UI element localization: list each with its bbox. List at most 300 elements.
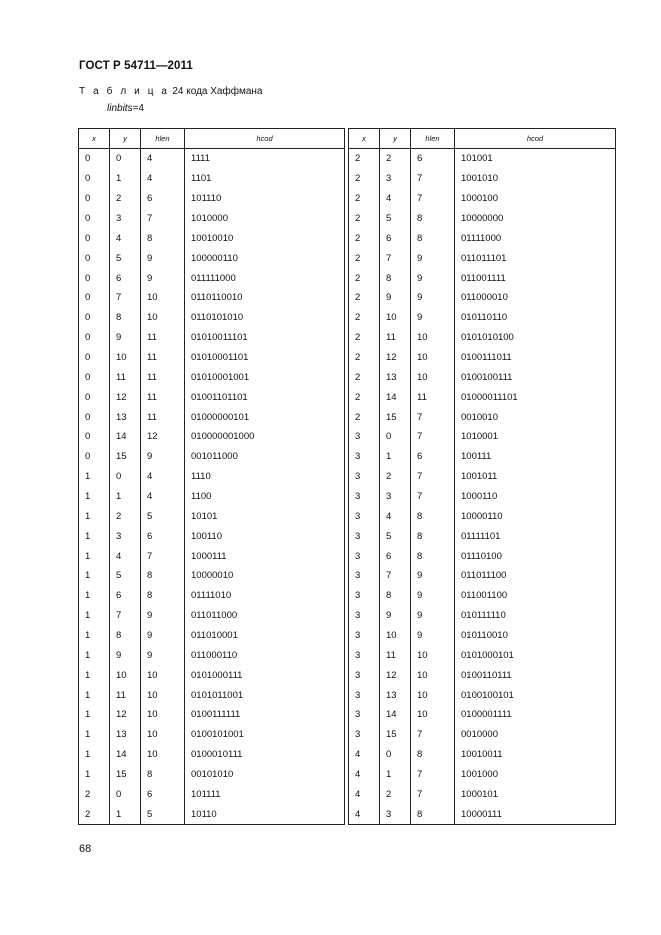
cell-y: 12 bbox=[110, 705, 141, 725]
cell-y: 14 bbox=[380, 705, 411, 725]
cell-hlen: 11 bbox=[411, 387, 455, 407]
column-header-y: y bbox=[380, 129, 411, 149]
cell-hlen: 10 bbox=[411, 705, 455, 725]
cell-hcod: 011111000 bbox=[185, 268, 345, 288]
cell-x: 0 bbox=[79, 169, 110, 189]
table-caption-text: 24 кода Хаффмана bbox=[169, 86, 263, 97]
cell-hcod: 1100 bbox=[185, 487, 345, 507]
cell-x: 1 bbox=[79, 765, 110, 785]
cell-x: 0 bbox=[79, 387, 110, 407]
cell-hlen: 10 bbox=[141, 725, 185, 745]
table-row bbox=[349, 725, 616, 745]
cell-hcod: 0100110111 bbox=[455, 665, 616, 685]
cell-x: 1 bbox=[79, 586, 110, 606]
cell-hlen: 10 bbox=[141, 665, 185, 685]
cell-y: 8 bbox=[380, 268, 411, 288]
cell-x: 2 bbox=[349, 407, 380, 427]
cell-x: 2 bbox=[349, 308, 380, 328]
cell-y: 3 bbox=[110, 209, 141, 229]
table-row bbox=[349, 546, 616, 566]
table-row bbox=[79, 387, 345, 407]
cell-y: 5 bbox=[110, 248, 141, 268]
cell-x: 2 bbox=[79, 785, 110, 805]
cell-y: 0 bbox=[380, 427, 411, 447]
cell-y: 3 bbox=[380, 804, 411, 824]
column-header-hcod: hcod bbox=[185, 129, 345, 149]
cell-hcod: 01000011101 bbox=[455, 387, 616, 407]
table-row bbox=[79, 546, 345, 566]
cell-x: 1 bbox=[79, 685, 110, 705]
cell-x: 2 bbox=[349, 149, 380, 169]
table-row bbox=[349, 804, 616, 824]
cell-hlen: 8 bbox=[411, 546, 455, 566]
cell-hlen: 10 bbox=[141, 685, 185, 705]
column-header-x: x bbox=[349, 129, 380, 149]
table-row bbox=[79, 685, 345, 705]
cell-hcod: 0100001111 bbox=[455, 705, 616, 725]
table-row bbox=[79, 228, 345, 248]
cell-hlen: 8 bbox=[141, 765, 185, 785]
huffman-table-left bbox=[78, 128, 345, 825]
cell-x: 1 bbox=[79, 705, 110, 725]
cell-y: 15 bbox=[380, 407, 411, 427]
table-row bbox=[79, 268, 345, 288]
cell-x: 2 bbox=[349, 169, 380, 189]
cell-x: 4 bbox=[349, 785, 380, 805]
cell-hcod: 1110 bbox=[185, 467, 345, 487]
cell-hlen: 10 bbox=[411, 367, 455, 387]
cell-hcod: 0101000101 bbox=[455, 645, 616, 665]
cell-hcod: 011001111 bbox=[455, 268, 616, 288]
cell-x: 1 bbox=[79, 665, 110, 685]
cell-hcod: 011000110 bbox=[185, 645, 345, 665]
cell-hcod: 011011101 bbox=[455, 248, 616, 268]
cell-y: 11 bbox=[380, 645, 411, 665]
cell-x: 0 bbox=[79, 209, 110, 229]
cell-y: 1 bbox=[110, 487, 141, 507]
table-row bbox=[349, 169, 616, 189]
column-header-x: x bbox=[79, 129, 110, 149]
cell-hcod: 0101010100 bbox=[455, 328, 616, 348]
cell-y: 10 bbox=[110, 348, 141, 368]
table-row bbox=[349, 765, 616, 785]
cell-y: 5 bbox=[380, 209, 411, 229]
cell-hcod: 010110110 bbox=[455, 308, 616, 328]
table-row bbox=[349, 467, 616, 487]
table-row bbox=[79, 149, 345, 169]
linbits-name: linbits bbox=[107, 103, 133, 114]
cell-y: 10 bbox=[380, 626, 411, 646]
table-row bbox=[349, 487, 616, 507]
cell-y: 5 bbox=[110, 566, 141, 586]
cell-y: 6 bbox=[380, 228, 411, 248]
table-row bbox=[79, 804, 345, 824]
table-row bbox=[79, 705, 345, 725]
cell-hlen: 7 bbox=[411, 765, 455, 785]
cell-hlen: 12 bbox=[141, 427, 185, 447]
cell-hcod: 0100111111 bbox=[185, 705, 345, 725]
cell-x: 0 bbox=[79, 189, 110, 209]
cell-hlen: 11 bbox=[141, 367, 185, 387]
cell-hlen: 7 bbox=[411, 487, 455, 507]
column-header-hlen: hlen bbox=[141, 129, 185, 149]
cell-y: 3 bbox=[380, 487, 411, 507]
cell-hlen: 7 bbox=[141, 209, 185, 229]
table-row bbox=[79, 367, 345, 387]
cell-hlen: 7 bbox=[411, 169, 455, 189]
table-row bbox=[349, 288, 616, 308]
huffman-table-right bbox=[348, 128, 616, 825]
cell-y: 9 bbox=[110, 645, 141, 665]
cell-y: 0 bbox=[110, 785, 141, 805]
cell-hlen: 10 bbox=[411, 328, 455, 348]
cell-hcod: 10000110 bbox=[455, 506, 616, 526]
cell-x: 1 bbox=[79, 566, 110, 586]
table-row bbox=[79, 626, 345, 646]
cell-x: 0 bbox=[79, 407, 110, 427]
cell-hcod: 1010000 bbox=[185, 209, 345, 229]
cell-hcod: 01010001001 bbox=[185, 367, 345, 387]
table-body-right bbox=[349, 149, 616, 825]
cell-x: 3 bbox=[349, 526, 380, 546]
cell-x: 1 bbox=[79, 725, 110, 745]
cell-x: 2 bbox=[349, 348, 380, 368]
cell-y: 6 bbox=[380, 546, 411, 566]
cell-y: 14 bbox=[110, 427, 141, 447]
table-row bbox=[349, 626, 616, 646]
cell-hcod: 101110 bbox=[185, 189, 345, 209]
cell-hlen: 4 bbox=[141, 467, 185, 487]
cell-hlen: 9 bbox=[141, 645, 185, 665]
cell-y: 15 bbox=[380, 725, 411, 745]
cell-hcod: 10000000 bbox=[455, 209, 616, 229]
cell-hcod: 1010001 bbox=[455, 427, 616, 447]
table-row bbox=[349, 387, 616, 407]
cell-x: 3 bbox=[349, 427, 380, 447]
cell-hcod: 0100100101 bbox=[455, 685, 616, 705]
column-header-y: y bbox=[110, 129, 141, 149]
cell-hcod: 1001010 bbox=[455, 169, 616, 189]
cell-hcod: 0101011001 bbox=[185, 685, 345, 705]
cell-hlen: 7 bbox=[411, 189, 455, 209]
column-header-hlen: hlen bbox=[411, 129, 455, 149]
cell-hlen: 7 bbox=[411, 725, 455, 745]
cell-hlen: 6 bbox=[411, 149, 455, 169]
cell-y: 7 bbox=[110, 606, 141, 626]
cell-x: 1 bbox=[79, 606, 110, 626]
cell-hcod: 01111010 bbox=[185, 586, 345, 606]
table-header-row bbox=[349, 129, 616, 149]
cell-y: 4 bbox=[110, 228, 141, 248]
cell-x: 1 bbox=[79, 626, 110, 646]
table-row bbox=[79, 189, 345, 209]
cell-y: 8 bbox=[110, 308, 141, 328]
cell-x: 3 bbox=[349, 705, 380, 725]
cell-y: 2 bbox=[110, 189, 141, 209]
cell-hcod: 10010011 bbox=[455, 745, 616, 765]
cell-hcod: 011010001 bbox=[185, 626, 345, 646]
cell-hlen: 10 bbox=[141, 308, 185, 328]
cell-y: 12 bbox=[380, 665, 411, 685]
cell-hcod: 10010010 bbox=[185, 228, 345, 248]
cell-x: 1 bbox=[79, 645, 110, 665]
cell-y: 15 bbox=[110, 447, 141, 467]
cell-x: 2 bbox=[349, 328, 380, 348]
cell-hlen: 11 bbox=[141, 407, 185, 427]
cell-hcod: 01111000 bbox=[455, 228, 616, 248]
cell-x: 4 bbox=[349, 745, 380, 765]
cell-hlen: 9 bbox=[141, 447, 185, 467]
table-row bbox=[79, 348, 345, 368]
table-row bbox=[79, 785, 345, 805]
table-body-left bbox=[79, 149, 345, 825]
table-row bbox=[349, 566, 616, 586]
linbits-note bbox=[107, 103, 144, 114]
table-row bbox=[79, 288, 345, 308]
cell-x: 2 bbox=[349, 288, 380, 308]
column-header-hcod: hcod bbox=[455, 129, 616, 149]
cell-x: 3 bbox=[349, 586, 380, 606]
cell-x: 1 bbox=[79, 467, 110, 487]
cell-hcod: 1000111 bbox=[185, 546, 345, 566]
cell-hlen: 8 bbox=[411, 526, 455, 546]
cell-y: 4 bbox=[380, 189, 411, 209]
cell-y: 6 bbox=[110, 268, 141, 288]
cell-hlen: 7 bbox=[411, 467, 455, 487]
table-row bbox=[349, 209, 616, 229]
table-row bbox=[79, 209, 345, 229]
table-row bbox=[79, 586, 345, 606]
cell-hlen: 10 bbox=[411, 685, 455, 705]
cell-x: 1 bbox=[79, 526, 110, 546]
cell-y: 1 bbox=[380, 447, 411, 467]
cell-y: 13 bbox=[380, 367, 411, 387]
cell-hcod: 0100010111 bbox=[185, 745, 345, 765]
cell-hlen: 6 bbox=[141, 526, 185, 546]
cell-hlen: 10 bbox=[141, 288, 185, 308]
cell-x: 3 bbox=[349, 546, 380, 566]
cell-x: 1 bbox=[79, 745, 110, 765]
linbits-value: =4 bbox=[132, 103, 144, 114]
cell-hlen: 11 bbox=[141, 348, 185, 368]
cell-x: 0 bbox=[79, 348, 110, 368]
cell-y: 4 bbox=[380, 506, 411, 526]
cell-hcod: 0110110010 bbox=[185, 288, 345, 308]
cell-x: 4 bbox=[349, 804, 380, 824]
cell-y: 14 bbox=[110, 745, 141, 765]
cell-hlen: 9 bbox=[411, 288, 455, 308]
cell-y: 9 bbox=[380, 606, 411, 626]
table-row bbox=[349, 308, 616, 328]
cell-hcod: 10000010 bbox=[185, 566, 345, 586]
cell-hlen: 4 bbox=[141, 149, 185, 169]
cell-hlen: 9 bbox=[411, 606, 455, 626]
cell-hlen: 7 bbox=[411, 785, 455, 805]
cell-hlen: 8 bbox=[141, 566, 185, 586]
cell-hlen: 8 bbox=[141, 586, 185, 606]
cell-hlen: 8 bbox=[141, 228, 185, 248]
cell-hcod: 01111101 bbox=[455, 526, 616, 546]
cell-y: 13 bbox=[110, 407, 141, 427]
cell-hcod: 011011000 bbox=[185, 606, 345, 626]
cell-hlen: 10 bbox=[141, 745, 185, 765]
page-number: 68 bbox=[79, 843, 92, 855]
cell-hcod: 0100100111 bbox=[455, 367, 616, 387]
cell-hlen: 8 bbox=[411, 745, 455, 765]
table-row bbox=[79, 665, 345, 685]
cell-y: 15 bbox=[110, 765, 141, 785]
table-row bbox=[349, 367, 616, 387]
table-row bbox=[79, 506, 345, 526]
table-row bbox=[349, 705, 616, 725]
cell-y: 12 bbox=[380, 348, 411, 368]
cell-y: 8 bbox=[110, 626, 141, 646]
cell-hlen: 9 bbox=[141, 606, 185, 626]
cell-hlen: 9 bbox=[411, 268, 455, 288]
cell-hcod: 1001011 bbox=[455, 467, 616, 487]
cell-hcod: 1000101 bbox=[455, 785, 616, 805]
cell-hlen: 10 bbox=[411, 645, 455, 665]
table-row bbox=[79, 467, 345, 487]
cell-hcod: 011000010 bbox=[455, 288, 616, 308]
table-row bbox=[349, 645, 616, 665]
cell-hcod: 0010010 bbox=[455, 407, 616, 427]
cell-hlen: 9 bbox=[411, 248, 455, 268]
cell-x: 3 bbox=[349, 685, 380, 705]
cell-hcod: 010000001000 bbox=[185, 427, 345, 447]
table-caption-label: Т а б л и ц а bbox=[79, 86, 170, 97]
table-row bbox=[79, 447, 345, 467]
cell-hcod: 0100111011 bbox=[455, 348, 616, 368]
cell-y: 5 bbox=[380, 526, 411, 546]
table-row bbox=[79, 328, 345, 348]
table-row bbox=[79, 645, 345, 665]
cell-x: 2 bbox=[349, 248, 380, 268]
cell-hcod: 101001 bbox=[455, 149, 616, 169]
table-row bbox=[349, 526, 616, 546]
cell-hlen: 9 bbox=[411, 308, 455, 328]
cell-y: 12 bbox=[110, 387, 141, 407]
cell-hcod: 01110100 bbox=[455, 546, 616, 566]
cell-x: 3 bbox=[349, 665, 380, 685]
table-row bbox=[349, 328, 616, 348]
table-row bbox=[79, 606, 345, 626]
document-header: ГОСТ Р 54711—2011 bbox=[79, 60, 193, 72]
cell-y: 10 bbox=[110, 665, 141, 685]
table-row bbox=[349, 228, 616, 248]
cell-hlen: 7 bbox=[141, 546, 185, 566]
cell-hcod: 01001101101 bbox=[185, 387, 345, 407]
cell-x: 3 bbox=[349, 606, 380, 626]
cell-y: 14 bbox=[380, 387, 411, 407]
table-row bbox=[349, 586, 616, 606]
cell-hlen: 5 bbox=[141, 506, 185, 526]
cell-hcod: 100111 bbox=[455, 447, 616, 467]
cell-hcod: 1001000 bbox=[455, 765, 616, 785]
cell-hlen: 8 bbox=[411, 506, 455, 526]
cell-x: 0 bbox=[79, 367, 110, 387]
cell-y: 7 bbox=[380, 566, 411, 586]
table-row bbox=[349, 248, 616, 268]
cell-y: 7 bbox=[110, 288, 141, 308]
cell-hlen: 10 bbox=[141, 705, 185, 725]
table-row bbox=[79, 745, 345, 765]
table-row bbox=[79, 487, 345, 507]
cell-hcod: 001011000 bbox=[185, 447, 345, 467]
cell-hcod: 010111110 bbox=[455, 606, 616, 626]
cell-y: 13 bbox=[380, 685, 411, 705]
cell-hlen: 6 bbox=[141, 785, 185, 805]
table-row bbox=[79, 725, 345, 745]
cell-hcod: 0110101010 bbox=[185, 308, 345, 328]
cell-y: 0 bbox=[380, 745, 411, 765]
cell-x: 0 bbox=[79, 447, 110, 467]
cell-hcod: 011011100 bbox=[455, 566, 616, 586]
cell-x: 3 bbox=[349, 447, 380, 467]
cell-hlen: 8 bbox=[411, 804, 455, 824]
cell-hcod: 10000111 bbox=[455, 804, 616, 824]
cell-y: 10 bbox=[380, 308, 411, 328]
cell-y: 2 bbox=[110, 506, 141, 526]
cell-hlen: 9 bbox=[141, 268, 185, 288]
cell-hlen: 9 bbox=[141, 626, 185, 646]
table-row bbox=[349, 268, 616, 288]
cell-hlen: 7 bbox=[411, 407, 455, 427]
cell-hlen: 8 bbox=[411, 209, 455, 229]
cell-hlen: 9 bbox=[411, 626, 455, 646]
table-row bbox=[349, 149, 616, 169]
table-header-row bbox=[79, 129, 345, 149]
cell-hlen: 6 bbox=[141, 189, 185, 209]
cell-hcod: 101111 bbox=[185, 785, 345, 805]
cell-hcod: 100000110 bbox=[185, 248, 345, 268]
cell-y: 1 bbox=[110, 804, 141, 824]
cell-hcod: 1000110 bbox=[455, 487, 616, 507]
cell-hcod: 0010000 bbox=[455, 725, 616, 745]
cell-hlen: 10 bbox=[411, 665, 455, 685]
cell-x: 0 bbox=[79, 288, 110, 308]
cell-y: 4 bbox=[110, 546, 141, 566]
cell-hlen: 4 bbox=[141, 169, 185, 189]
cell-hlen: 7 bbox=[411, 427, 455, 447]
table-row bbox=[79, 526, 345, 546]
cell-hlen: 6 bbox=[411, 447, 455, 467]
cell-x: 2 bbox=[349, 268, 380, 288]
cell-y: 3 bbox=[110, 526, 141, 546]
cell-hcod: 1000100 bbox=[455, 189, 616, 209]
table-row bbox=[349, 745, 616, 765]
cell-hcod: 1111 bbox=[185, 149, 345, 169]
table-row bbox=[349, 665, 616, 685]
cell-x: 1 bbox=[79, 546, 110, 566]
cell-y: 1 bbox=[110, 169, 141, 189]
cell-x: 2 bbox=[79, 804, 110, 824]
table-row bbox=[79, 427, 345, 447]
cell-x: 2 bbox=[349, 189, 380, 209]
cell-x: 2 bbox=[349, 209, 380, 229]
table-row bbox=[349, 189, 616, 209]
cell-y: 8 bbox=[380, 586, 411, 606]
cell-y: 0 bbox=[110, 467, 141, 487]
cell-y: 9 bbox=[380, 288, 411, 308]
cell-x: 2 bbox=[349, 387, 380, 407]
cell-hcod: 0100101001 bbox=[185, 725, 345, 745]
cell-x: 0 bbox=[79, 328, 110, 348]
table-row bbox=[349, 407, 616, 427]
cell-y: 0 bbox=[110, 149, 141, 169]
cell-x: 0 bbox=[79, 427, 110, 447]
cell-y: 11 bbox=[110, 685, 141, 705]
